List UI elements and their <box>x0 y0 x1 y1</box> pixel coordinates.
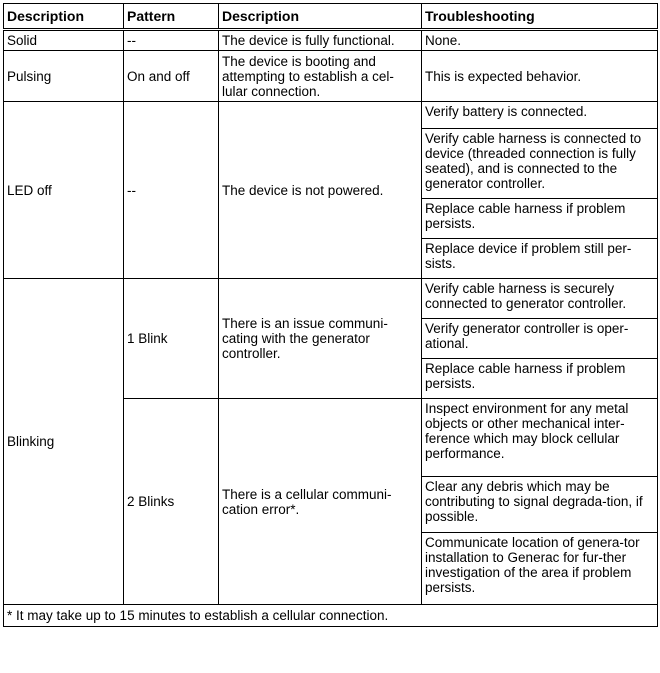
troubleshooting-cell: None. <box>422 30 658 51</box>
header-description-2: Description <box>219 4 422 30</box>
header-row <box>4 4 658 30</box>
troubleshooting-cell: This is expected behavior. <box>422 51 658 102</box>
troubleshooting-cell: Replace cable harness if problem persists. <box>422 199 658 239</box>
table-row <box>4 51 658 102</box>
table-row <box>4 279 658 319</box>
table-row <box>4 30 658 51</box>
footnote-row <box>4 605 658 627</box>
pattern-cell: On and off <box>124 51 219 102</box>
troubleshooting-cell: Inspect environment for any metal objects or other mechanical inter-ference which may block cellular performance. <box>422 399 658 477</box>
pattern-cell: -- <box>124 30 219 51</box>
troubleshooting-cell: Verify cable harness is connected to device (threaded connection is fully seated), and is connected to the generator controller. <box>422 129 658 199</box>
pattern-cell: -- <box>124 102 219 279</box>
state-cell: Blinking <box>4 279 124 605</box>
pattern-cell: 1 Blink <box>124 279 219 399</box>
troubleshooting-cell: Verify generator controller is oper-ational. <box>422 319 658 359</box>
description-cell: The device is booting and attempting to establish a cel-lular connection. <box>219 51 422 102</box>
state-cell: LED off <box>4 102 124 279</box>
troubleshooting-cell: Clear any debris which may be contributing to signal degrada-tion, if possible. <box>422 477 658 533</box>
troubleshooting-cell: Replace device if problem still per-sists. <box>422 239 658 279</box>
troubleshooting-cell: Verify cable harness is securely connected to generator controller. <box>422 279 658 319</box>
header-troubleshooting: Troubleshooting <box>422 4 658 30</box>
troubleshooting-cell: Verify battery is connected. <box>422 102 658 129</box>
description-cell: There is a cellular communi-cation error*. <box>219 399 422 605</box>
footnote: * It may take up to 15 minutes to establish a cellular connection. <box>4 605 658 627</box>
troubleshooting-cell: Communicate location of genera-tor installation to Generac for fur-ther investigation of the area if problem persists. <box>422 533 658 605</box>
led-status-table <box>3 3 658 627</box>
state-cell: Solid <box>4 30 124 51</box>
pattern-cell: 2 Blinks <box>124 399 219 605</box>
description-cell: The device is not powered. <box>219 102 422 279</box>
state-cell: Pulsing <box>4 51 124 102</box>
description-cell: There is an issue communi-cating with the generator controller. <box>219 279 422 399</box>
troubleshooting-cell: Replace cable harness if problem persists. <box>422 359 658 399</box>
header-description: Description <box>4 4 124 30</box>
table-row <box>4 102 658 129</box>
header-pattern: Pattern <box>124 4 219 30</box>
description-cell: The device is fully functional. <box>219 30 422 51</box>
